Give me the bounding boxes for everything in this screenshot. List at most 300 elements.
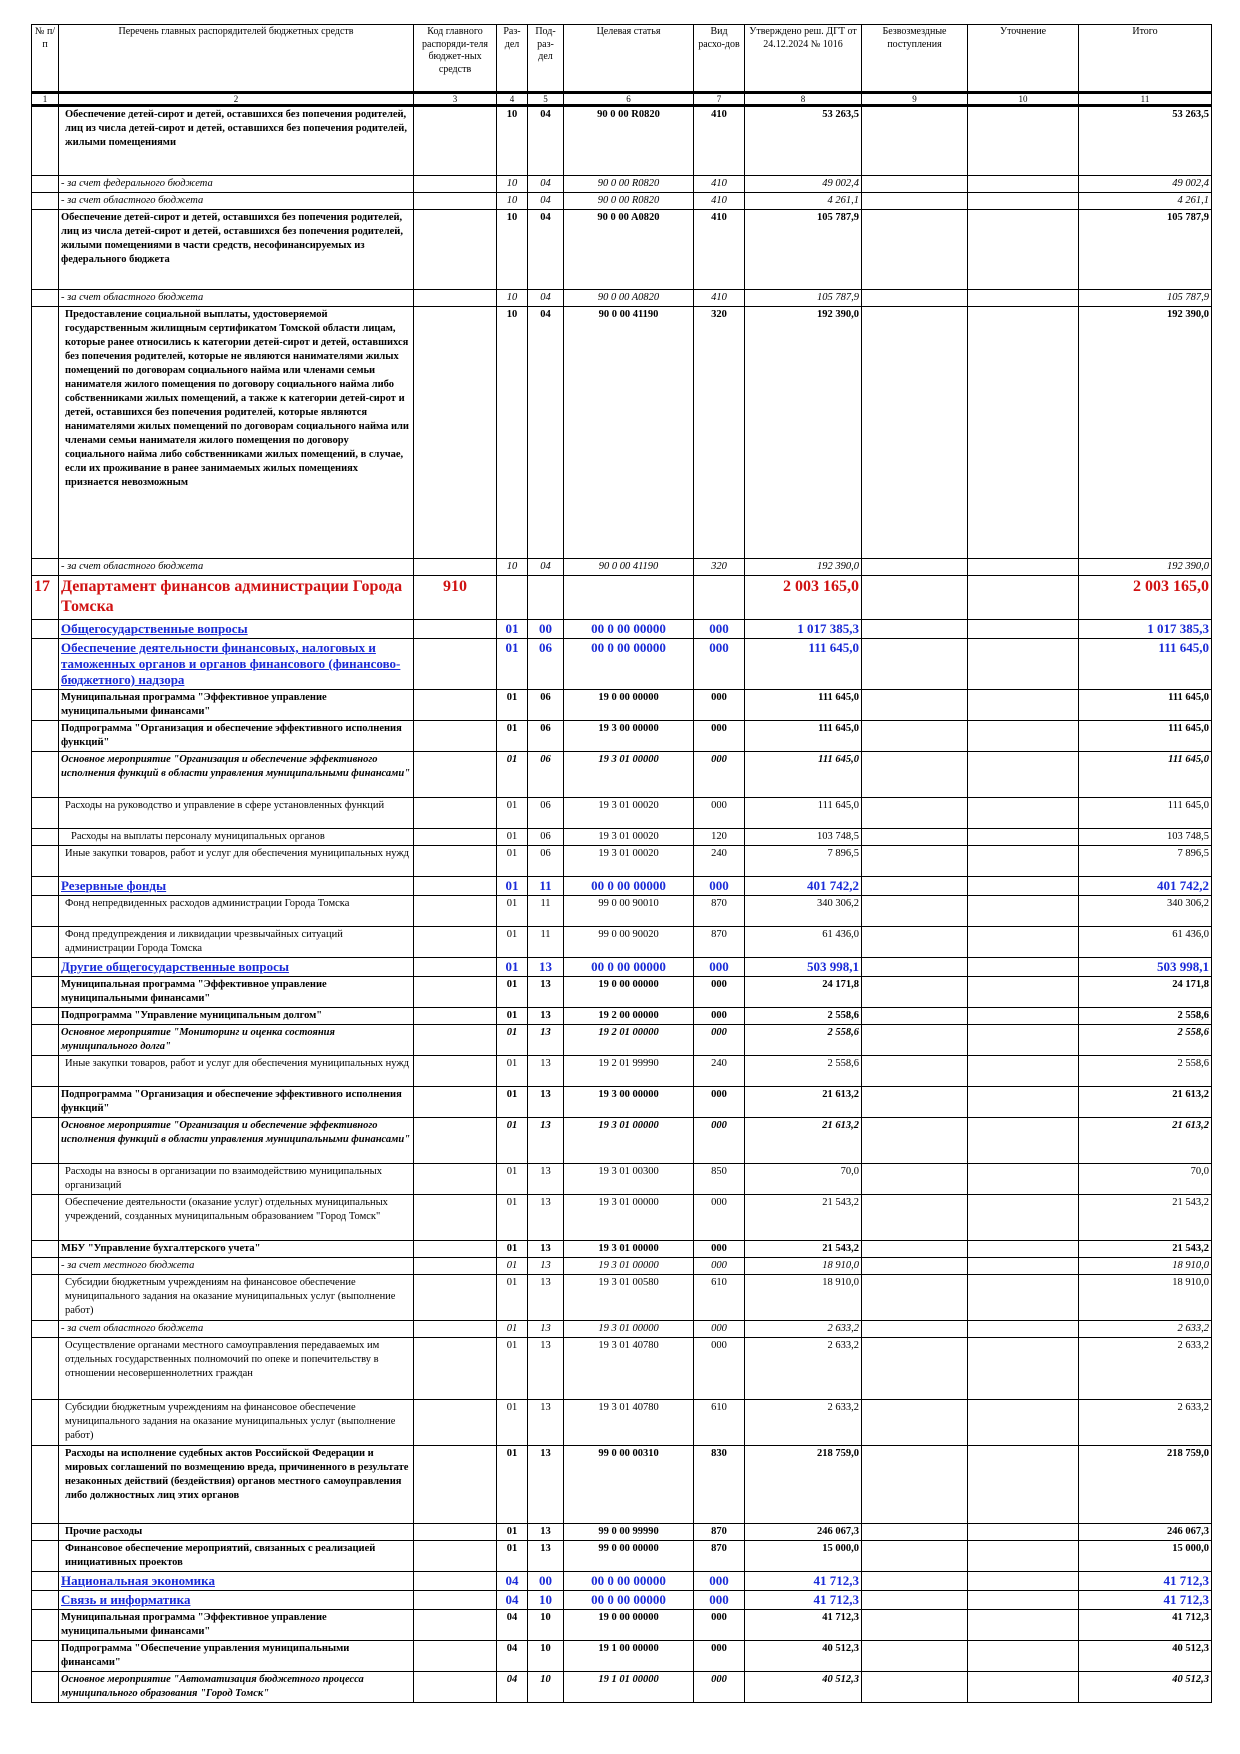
header-total: Итого [1079, 25, 1212, 93]
row-total: 340 306,2 [1079, 896, 1212, 927]
row-podrazdel: 04 [528, 307, 564, 559]
row-number [32, 1641, 59, 1672]
row-gratuitous [862, 1572, 968, 1591]
row-expense-type: 000 [694, 977, 745, 1008]
row-clarification [968, 1087, 1079, 1118]
row-podrazdel: 04 [528, 290, 564, 307]
row-razdel: 01 [497, 798, 528, 829]
row-razdel: 04 [497, 1572, 528, 1591]
row-expense-type: 000 [694, 1610, 745, 1641]
row-approved: 40 512,3 [745, 1672, 862, 1703]
row-target-article: 19 3 01 00000 [564, 1195, 694, 1241]
row-name: Субсидии бюджетным учреждениям на финансовое обеспечение муниципального задания на оказание муниципальных услуг (выполнение работ) [59, 1275, 414, 1321]
row-number: 17 [32, 576, 59, 620]
row-podrazdel: 11 [528, 896, 564, 927]
row-clarification [968, 1524, 1079, 1541]
row-target-article: 00 0 00 00000 [564, 877, 694, 896]
row-clarification [968, 958, 1079, 977]
row-clarification [968, 1241, 1079, 1258]
row-razdel: 01 [497, 1008, 528, 1025]
table-row [32, 1610, 1212, 1641]
row-name: Основное мероприятие "Мониторинг и оценка состояния муниципального долга" [59, 1025, 414, 1056]
row-gratuitous [862, 290, 968, 307]
row-gratuitous [862, 620, 968, 639]
row-expense-type: 000 [694, 1195, 745, 1241]
row-clarification [968, 1591, 1079, 1610]
row-target-article: 19 3 01 00020 [564, 846, 694, 877]
row-podrazdel: 00 [528, 620, 564, 639]
header-row [32, 25, 1212, 93]
row-code [414, 1524, 497, 1541]
row-total: 41 712,3 [1079, 1572, 1212, 1591]
row-gratuitous [862, 1008, 968, 1025]
row-number [32, 1672, 59, 1703]
budget-table-sheet [31, 24, 1211, 1703]
row-expense-type: 000 [694, 1118, 745, 1164]
row-expense-type [694, 576, 745, 620]
row-total: 192 390,0 [1079, 307, 1212, 559]
row-name: Общегосударственные вопросы [59, 620, 414, 639]
row-gratuitous [862, 576, 968, 620]
row-approved: 340 306,2 [745, 896, 862, 927]
row-code [414, 798, 497, 829]
column-number: 1 [32, 93, 59, 106]
row-target-article: 99 0 00 90010 [564, 896, 694, 927]
row-total: 15 000,0 [1079, 1541, 1212, 1572]
row-number [32, 1241, 59, 1258]
row-approved: 49 002,4 [745, 176, 862, 193]
row-approved: 21 543,2 [745, 1195, 862, 1241]
row-number [32, 176, 59, 193]
row-number [32, 752, 59, 798]
row-razdel: 01 [497, 1195, 528, 1241]
row-razdel: 01 [497, 927, 528, 958]
row-total: 105 787,9 [1079, 210, 1212, 290]
row-expense-type: 870 [694, 927, 745, 958]
table-row [32, 958, 1212, 977]
row-total: 21 613,2 [1079, 1118, 1212, 1164]
header-target-article: Целевая статья [564, 25, 694, 93]
row-gratuitous [862, 639, 968, 690]
row-total: 24 171,8 [1079, 977, 1212, 1008]
row-name: Обеспечение детей-сирот и детей, оставшихся без попечения родителей, лиц из числа детей-сирот и детей, оставшихся без попечения родителей, жилыми помещениями в части средств, несофинансируемых из федерального бюджета [59, 210, 414, 290]
row-razdel: 01 [497, 846, 528, 877]
row-razdel: 01 [497, 721, 528, 752]
table-row [32, 977, 1212, 1008]
row-razdel: 10 [497, 210, 528, 290]
row-razdel: 01 [497, 1258, 528, 1275]
row-target-article: 19 3 01 40780 [564, 1338, 694, 1400]
table-row [32, 576, 1212, 620]
row-target-article: 90 0 00 41190 [564, 307, 694, 559]
column-number: 7 [694, 93, 745, 106]
row-gratuitous [862, 1400, 968, 1446]
row-code [414, 1025, 497, 1056]
row-gratuitous [862, 1056, 968, 1087]
row-total: 21 613,2 [1079, 1087, 1212, 1118]
row-podrazdel: 13 [528, 1008, 564, 1025]
row-clarification [968, 1008, 1079, 1025]
row-approved: 2 003 165,0 [745, 576, 862, 620]
row-number [32, 721, 59, 752]
row-podrazdel: 13 [528, 1258, 564, 1275]
row-clarification [968, 1572, 1079, 1591]
row-target-article: 19 0 00 00000 [564, 1610, 694, 1641]
row-target-article: 90 0 00 A0820 [564, 290, 694, 307]
row-number [32, 1164, 59, 1195]
row-name: Осуществление органами местного самоуправления передаваемых им отдельных государственных полномочий по опеке и попечительству в отношении несовершеннолетних граждан [59, 1338, 414, 1400]
table-row [32, 620, 1212, 639]
row-podrazdel: 04 [528, 210, 564, 290]
row-number [32, 1338, 59, 1400]
table-row [32, 1087, 1212, 1118]
row-razdel: 04 [497, 1641, 528, 1672]
row-podrazdel: 13 [528, 1541, 564, 1572]
row-razdel: 01 [497, 1118, 528, 1164]
row-total: 111 645,0 [1079, 639, 1212, 690]
row-code [414, 1195, 497, 1241]
column-number-row [32, 93, 1212, 106]
row-clarification [968, 559, 1079, 576]
row-podrazdel: 13 [528, 977, 564, 1008]
row-total: 2 633,2 [1079, 1400, 1212, 1446]
row-name: Фонд непредвиденных расходов администрации Города Томска [59, 896, 414, 927]
table-row [32, 559, 1212, 576]
row-number [32, 1400, 59, 1446]
table-row [32, 1008, 1212, 1025]
row-approved: 105 787,9 [745, 210, 862, 290]
row-code [414, 1591, 497, 1610]
row-podrazdel: 13 [528, 1025, 564, 1056]
row-target-article: 19 3 01 00020 [564, 829, 694, 846]
row-code [414, 1572, 497, 1591]
row-razdel: 01 [497, 1025, 528, 1056]
row-total: 1 017 385,3 [1079, 620, 1212, 639]
row-clarification [968, 1195, 1079, 1241]
row-name: Подпрограмма "Организация и обеспечение эффективного исполнения функций" [59, 1087, 414, 1118]
row-expense-type: 410 [694, 106, 745, 176]
table-row [32, 1118, 1212, 1164]
row-clarification [968, 1610, 1079, 1641]
row-clarification [968, 290, 1079, 307]
row-name: - за счет областного бюджета [59, 193, 414, 210]
row-target-article: 19 2 00 00000 [564, 1008, 694, 1025]
row-name: - за счет местного бюджета [59, 1258, 414, 1275]
row-number [32, 1258, 59, 1275]
row-razdel: 04 [497, 1610, 528, 1641]
table-row [32, 1591, 1212, 1610]
row-podrazdel: 13 [528, 1321, 564, 1338]
row-gratuitous [862, 829, 968, 846]
row-total: 40 512,3 [1079, 1641, 1212, 1672]
row-podrazdel: 10 [528, 1610, 564, 1641]
row-total: 503 998,1 [1079, 958, 1212, 977]
row-total: 103 748,5 [1079, 829, 1212, 846]
row-target-article: 19 3 01 40780 [564, 1400, 694, 1446]
row-code [414, 721, 497, 752]
row-razdel: 10 [497, 559, 528, 576]
row-razdel: 01 [497, 877, 528, 896]
row-number [32, 1195, 59, 1241]
row-expense-type: 000 [694, 798, 745, 829]
budget-table [31, 24, 1212, 1703]
row-razdel: 01 [497, 639, 528, 690]
row-number [32, 798, 59, 829]
row-code [414, 1541, 497, 1572]
table-row [32, 1641, 1212, 1672]
row-code [414, 1056, 497, 1087]
row-code [414, 1641, 497, 1672]
row-clarification [968, 106, 1079, 176]
row-approved: 111 645,0 [745, 690, 862, 721]
row-razdel: 04 [497, 1591, 528, 1610]
row-podrazdel: 13 [528, 1400, 564, 1446]
row-target-article: 19 0 00 00000 [564, 977, 694, 1008]
row-name: Обеспечение деятельности финансовых, налоговых и таможенных органов и органов финансового (финансово-бюджетного) надзора [59, 639, 414, 690]
row-name: Другие общегосударственные вопросы [59, 958, 414, 977]
row-approved: 105 787,9 [745, 290, 862, 307]
row-podrazdel: 13 [528, 1118, 564, 1164]
row-approved: 21 543,2 [745, 1241, 862, 1258]
row-clarification [968, 927, 1079, 958]
row-gratuitous [862, 106, 968, 176]
header-num: № п/п [32, 25, 59, 93]
row-expense-type: 000 [694, 1572, 745, 1591]
row-clarification [968, 846, 1079, 877]
row-name: - за счет областного бюджета [59, 559, 414, 576]
row-name: Обеспечение детей-сирот и детей, оставшихся без попечения родителей, лиц из числа детей-сирот и детей, оставшихся без попечения родителей, жилыми помещениями [59, 106, 414, 176]
row-podrazdel: 13 [528, 1195, 564, 1241]
row-name: Национальная экономика [59, 1572, 414, 1591]
row-code [414, 639, 497, 690]
row-number [32, 1541, 59, 1572]
row-total: 18 910,0 [1079, 1275, 1212, 1321]
row-approved: 218 759,0 [745, 1446, 862, 1524]
row-target-article: 90 0 00 R0820 [564, 106, 694, 176]
row-target-article: 99 0 00 90020 [564, 927, 694, 958]
row-podrazdel: 11 [528, 927, 564, 958]
column-number: 8 [745, 93, 862, 106]
row-name: Подпрограмма "Организация и обеспечение эффективного исполнения функций" [59, 721, 414, 752]
row-target-article: 19 3 01 00300 [564, 1164, 694, 1195]
row-razdel: 10 [497, 307, 528, 559]
row-target-article: 00 0 00 00000 [564, 1591, 694, 1610]
row-total: 2 558,6 [1079, 1056, 1212, 1087]
row-total: 111 645,0 [1079, 690, 1212, 721]
row-razdel: 01 [497, 1338, 528, 1400]
row-clarification [968, 1672, 1079, 1703]
row-number [32, 290, 59, 307]
row-name: Муниципальная программа "Эффективное управление муниципальными финансами" [59, 690, 414, 721]
row-razdel: 10 [497, 193, 528, 210]
row-expense-type: 830 [694, 1446, 745, 1524]
row-razdel: 01 [497, 1164, 528, 1195]
row-razdel: 10 [497, 176, 528, 193]
row-code [414, 1338, 497, 1400]
row-gratuitous [862, 1275, 968, 1321]
row-number [32, 1118, 59, 1164]
row-podrazdel: 06 [528, 639, 564, 690]
table-row [32, 1572, 1212, 1591]
row-target-article: 00 0 00 00000 [564, 639, 694, 690]
row-clarification [968, 1164, 1079, 1195]
table-row [32, 798, 1212, 829]
row-razdel: 01 [497, 620, 528, 639]
row-name: - за счет областного бюджета [59, 290, 414, 307]
row-total: 4 261,1 [1079, 193, 1212, 210]
row-number [32, 1572, 59, 1591]
row-name: Департамент финансов администрации Города Томска [59, 576, 414, 620]
row-number [32, 210, 59, 290]
row-code [414, 896, 497, 927]
row-podrazdel: 13 [528, 1275, 564, 1321]
row-gratuitous [862, 1541, 968, 1572]
row-code [414, 307, 497, 559]
row-total: 2 558,6 [1079, 1025, 1212, 1056]
table-row [32, 307, 1212, 559]
row-expense-type: 000 [694, 958, 745, 977]
row-approved: 41 712,3 [745, 1572, 862, 1591]
table-row [32, 1164, 1212, 1195]
row-razdel [497, 576, 528, 620]
row-clarification [968, 1338, 1079, 1400]
table-row [32, 927, 1212, 958]
header-code: Код главного распоряди-теля бюджет-ных средств [414, 25, 497, 93]
row-clarification [968, 1118, 1079, 1164]
row-clarification [968, 193, 1079, 210]
table-row [32, 1541, 1212, 1572]
row-approved: 246 067,3 [745, 1524, 862, 1541]
row-expense-type: 240 [694, 846, 745, 877]
row-approved: 2 558,6 [745, 1025, 862, 1056]
row-number [32, 1446, 59, 1524]
row-clarification [968, 829, 1079, 846]
row-target-article: 00 0 00 00000 [564, 1572, 694, 1591]
row-podrazdel: 13 [528, 1338, 564, 1400]
row-approved: 2 633,2 [745, 1321, 862, 1338]
row-podrazdel: 06 [528, 829, 564, 846]
row-expense-type: 870 [694, 1524, 745, 1541]
row-expense-type: 000 [694, 1258, 745, 1275]
row-razdel: 01 [497, 690, 528, 721]
row-target-article: 90 0 00 41190 [564, 559, 694, 576]
row-clarification [968, 639, 1079, 690]
row-name: Связь и информатика [59, 1591, 414, 1610]
row-name: Финансовое обеспечение мероприятий, связанных с реализацией инициативных проектов [59, 1541, 414, 1572]
row-number [32, 1087, 59, 1118]
row-clarification [968, 721, 1079, 752]
row-gratuitous [862, 896, 968, 927]
header-expense-type: Вид расхо-дов [694, 25, 745, 93]
row-total: 53 263,5 [1079, 106, 1212, 176]
row-clarification [968, 307, 1079, 559]
table-row [32, 1400, 1212, 1446]
row-clarification [968, 896, 1079, 927]
row-approved: 41 712,3 [745, 1610, 862, 1641]
row-podrazdel: 13 [528, 1164, 564, 1195]
row-razdel: 01 [497, 977, 528, 1008]
row-podrazdel: 11 [528, 877, 564, 896]
row-approved: 111 645,0 [745, 721, 862, 752]
row-name: Иные закупки товаров, работ и услуг для обеспечения муниципальных нужд [59, 846, 414, 877]
row-number [32, 1610, 59, 1641]
row-code [414, 927, 497, 958]
row-gratuitous [862, 1321, 968, 1338]
row-podrazdel [528, 576, 564, 620]
row-code [414, 1258, 497, 1275]
row-code [414, 1241, 497, 1258]
row-code [414, 1275, 497, 1321]
row-name: Расходы на выплаты персоналу муниципальных органов [59, 829, 414, 846]
row-gratuitous [862, 1672, 968, 1703]
row-target-article: 19 1 01 00000 [564, 1672, 694, 1703]
row-podrazdel: 13 [528, 1446, 564, 1524]
row-razdel: 01 [497, 896, 528, 927]
row-expense-type: 000 [694, 1241, 745, 1258]
table-row [32, 290, 1212, 307]
row-approved: 70,0 [745, 1164, 862, 1195]
row-razdel: 04 [497, 1672, 528, 1703]
row-razdel: 01 [497, 1056, 528, 1087]
row-code [414, 1672, 497, 1703]
table-row [32, 1056, 1212, 1087]
row-gratuitous [862, 690, 968, 721]
row-gratuitous [862, 1025, 968, 1056]
row-approved: 401 742,2 [745, 877, 862, 896]
row-approved: 61 436,0 [745, 927, 862, 958]
row-name: Основное мероприятие "Организация и обеспечение эффективного исполнения функций в области управления муниципальными финансами" [59, 752, 414, 798]
row-approved: 111 645,0 [745, 798, 862, 829]
header-name: Перечень главных распорядителей бюджетных средств [59, 25, 414, 93]
row-expense-type: 000 [694, 690, 745, 721]
row-expense-type: 240 [694, 1056, 745, 1087]
row-code [414, 752, 497, 798]
column-number: 11 [1079, 93, 1212, 106]
row-number [32, 1008, 59, 1025]
row-podrazdel: 06 [528, 721, 564, 752]
row-total: 105 787,9 [1079, 290, 1212, 307]
row-gratuitous [862, 1338, 968, 1400]
row-total: 7 896,5 [1079, 846, 1212, 877]
row-razdel: 01 [497, 1524, 528, 1541]
header-razdel: Раз-дел [497, 25, 528, 93]
row-podrazdel: 06 [528, 752, 564, 798]
row-number [32, 1321, 59, 1338]
header-clarification: Уточнение [968, 25, 1079, 93]
row-code [414, 846, 497, 877]
row-gratuitous [862, 559, 968, 576]
row-total: 2 558,6 [1079, 1008, 1212, 1025]
row-total: 111 645,0 [1079, 721, 1212, 752]
row-code [414, 1446, 497, 1524]
table-row [32, 846, 1212, 877]
row-razdel: 01 [497, 1321, 528, 1338]
row-approved: 1 017 385,3 [745, 620, 862, 639]
row-approved: 2 633,2 [745, 1400, 862, 1446]
row-code [414, 559, 497, 576]
row-approved: 18 910,0 [745, 1275, 862, 1321]
row-clarification [968, 1641, 1079, 1672]
row-total: 2 633,2 [1079, 1321, 1212, 1338]
row-number [32, 620, 59, 639]
row-number [32, 193, 59, 210]
row-code [414, 106, 497, 176]
row-number [32, 559, 59, 576]
row-gratuitous [862, 1118, 968, 1164]
row-clarification [968, 210, 1079, 290]
row-name: Подпрограмма "Управление муниципальным долгом" [59, 1008, 414, 1025]
row-gratuitous [862, 1195, 968, 1241]
